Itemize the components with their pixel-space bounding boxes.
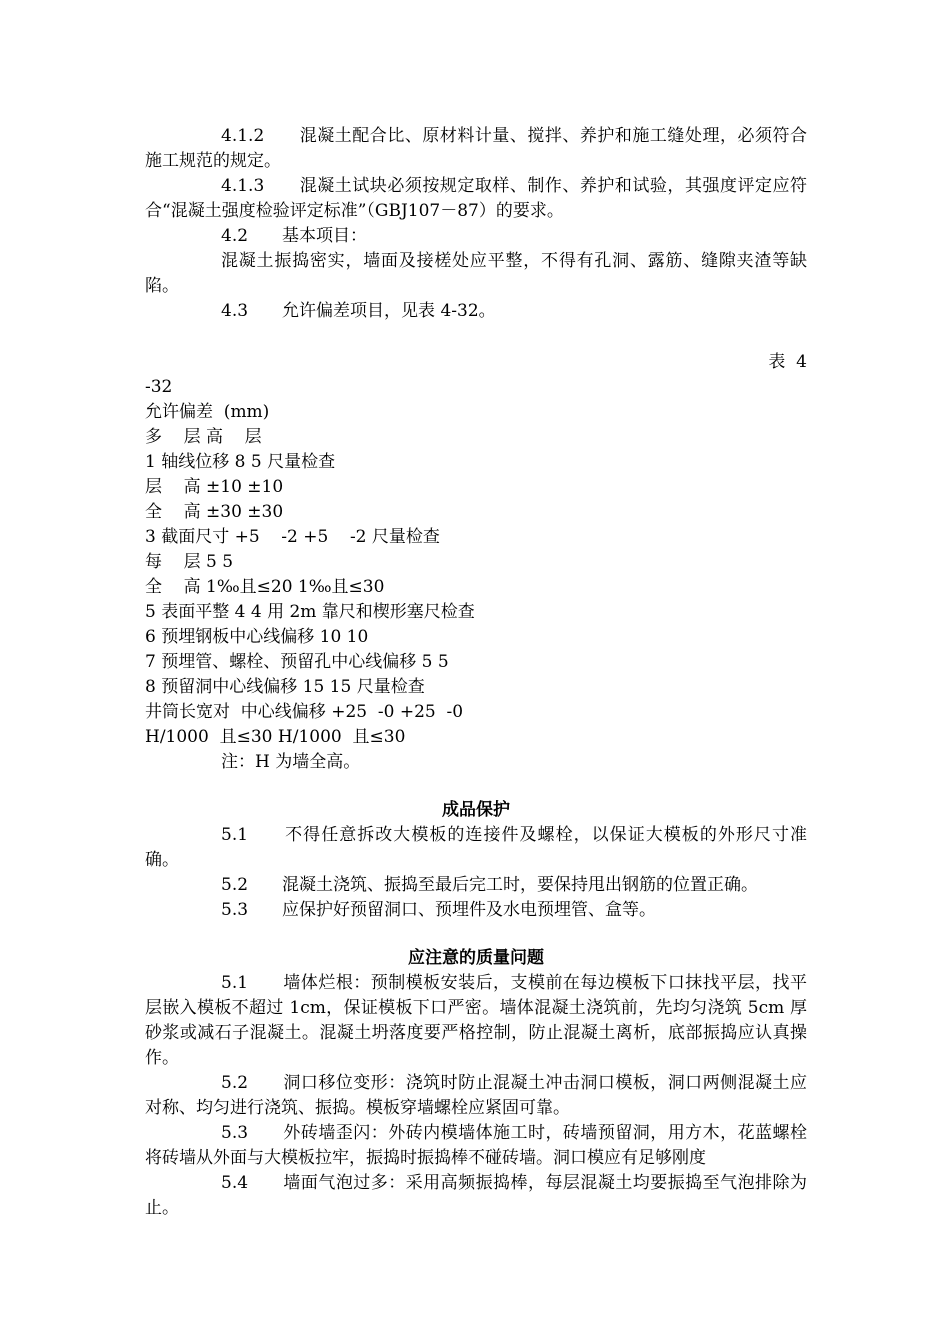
- table-caption: 表 4: [768, 352, 807, 372]
- table-line: 8 预留洞中心线偏移 15 15 尺量检查: [145, 677, 425, 697]
- table-line: 3 截面尺寸 +5 -2 +5 -2 尺量检查: [145, 527, 440, 547]
- table-line: 全 高 1‰且≤20 1‰且≤30: [145, 577, 385, 597]
- quality-clause-5-2: 5.2 洞口移位变形：浇筑时防止混凝土冲击洞口模板，洞口两侧混凝土应对称、均匀进行浇筑、振捣。模板穿墙螺栓应紧固可靠。: [145, 1073, 807, 1118]
- table-line: 6 预埋钢板中心线偏移 10 10: [145, 627, 369, 647]
- table-line: 1 轴线位移 8 5 尺量检查: [145, 452, 336, 472]
- protection-clause-5-2: 5.2 混凝土浇筑、振捣至最后完工时，要保持甩出钢筋的位置正确。: [221, 875, 759, 895]
- table-line: 层 高 ±10 ±10: [145, 477, 284, 497]
- table-line: 全 高 ±30 ±30: [145, 502, 284, 522]
- protection-clause-5-1: 5.1 不得任意拆改大模板的连接件及螺栓，以保证大模板的外形尺寸准确。: [145, 825, 807, 870]
- table-line: H/1000 且≤30 H/1000 且≤30: [145, 727, 406, 747]
- clause-4-2: 4.2 基本项目：: [221, 226, 368, 246]
- protection-clause-5-3: 5.3 应保护好预留洞口、预埋件及水电预埋管、盒等。: [221, 900, 657, 920]
- table-line: 井筒长宽对 中心线偏移 +25 -0 +25 -0: [145, 702, 464, 722]
- section-heading-product-protection: 成品保护: [442, 800, 510, 820]
- table-line: 允许偏差 (mm): [145, 402, 270, 422]
- table-caption-cont: -32: [145, 377, 173, 397]
- clause-4-2-body: 混凝土振捣密实，墙面及接槎处应平整，不得有孔洞、露筋、缝隙夹渣等缺陷。: [145, 251, 807, 296]
- table-note: 注：H 为墙全高。: [221, 752, 361, 772]
- table-line: 5 表面平整 4 4 用 2m 靠尺和楔形塞尺检查: [145, 602, 475, 622]
- quality-clause-5-1: 5.1 墙体烂根：预制模板安装后，支模前在每边模板下口抹找平层，找平层嵌入模板不超过 1cm，保证模板下口严密。墙体混凝土浇筑前，先均匀浇筑 5cm 厚砂浆或减石子混凝土。混凝土坍落度要严格控制，防止混凝土离析，底部振捣应认真操作。: [145, 973, 807, 1068]
- table-line: 7 预埋管、螺栓、预留孔中心线偏移 5 5: [145, 652, 449, 672]
- clause-4-1-3: 4.1.3 混凝土试块必须按规定取样、制作、养护和试验，其强度评定应符合“混凝土强度检验评定标准”（GBJ107－87）的要求。: [145, 176, 807, 221]
- table-line: 多 层 高 层: [145, 427, 262, 447]
- clause-4-3: 4.3 允许偏差项目，见表 4-32。: [221, 301, 496, 321]
- quality-clause-5-3: 5.3 外砖墙歪闪：外砖内模墙体施工时，砖墙预留洞，用方木，花蓝螺栓将砖墙从外面与大模板拉牢，振捣时振捣棒不碰砖墙。洞口模应有足够刚度: [145, 1123, 807, 1168]
- clause-4-1-2: 4.1.2 混凝土配合比、原材料计量、搅拌、养护和施工缝处理，必须符合施工规范的规定。: [145, 126, 807, 171]
- table-line: 每 层 5 5: [145, 552, 234, 572]
- quality-clause-5-4: 5.4 墙面气泡过多：采用高频振捣棒，每层混凝土均要振捣至气泡排除为止。: [145, 1173, 807, 1218]
- section-heading-quality-issues: 应注意的质量问题: [408, 948, 544, 968]
